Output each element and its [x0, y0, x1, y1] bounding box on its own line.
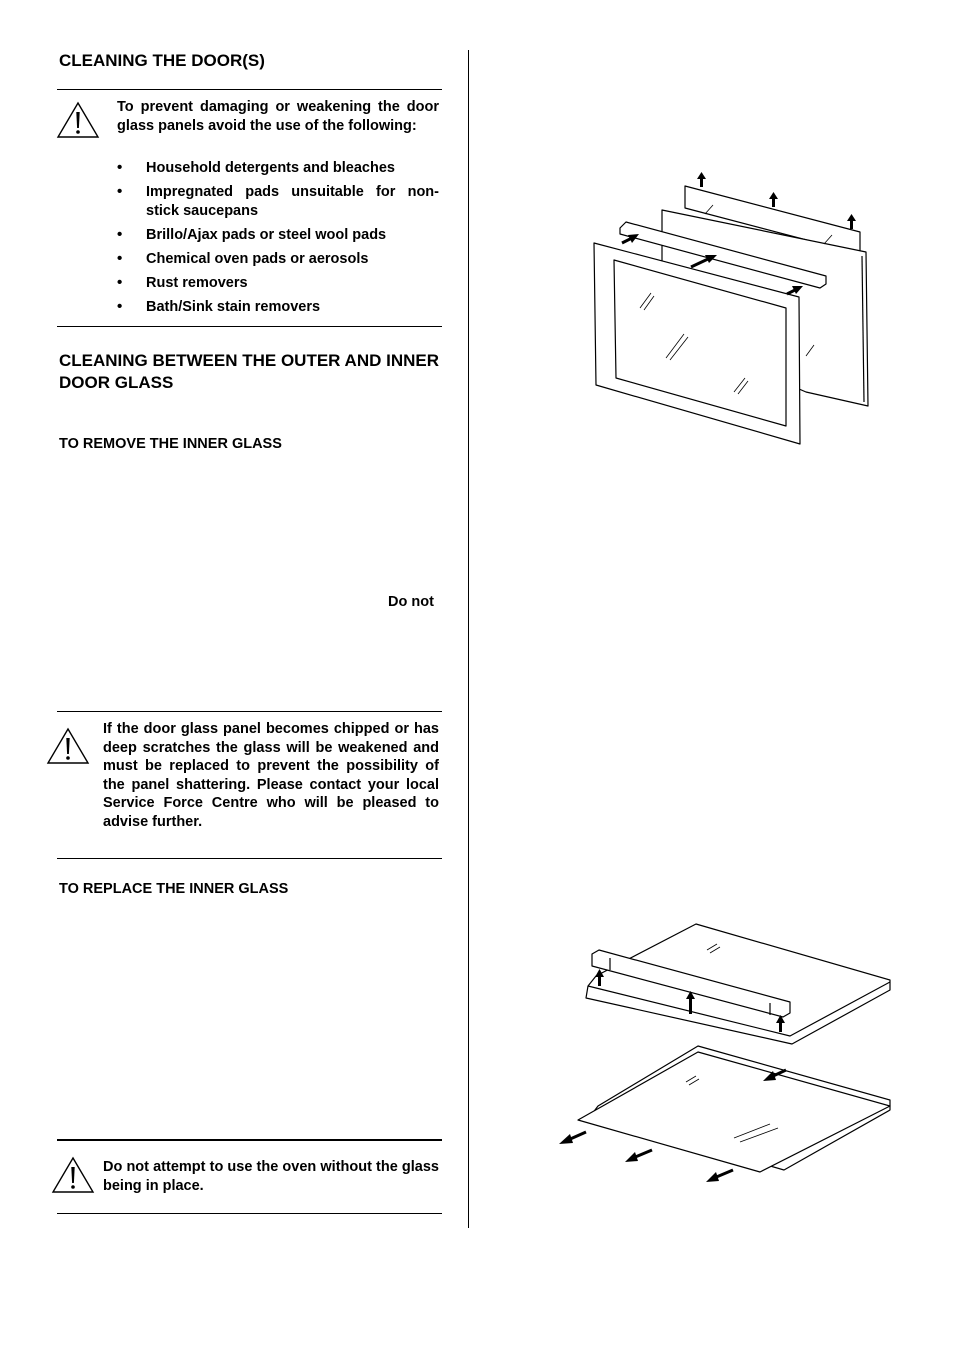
list-item: • Chemical oven pads or aerosols [117, 250, 439, 269]
divider [57, 89, 442, 90]
section-title-cleaning-between: CLEANING BETWEEN THE OUTER AND INNER DOOR GLASS [59, 351, 439, 392]
final-warning-text: Do not attempt to use the oven without the glass being in place. [103, 1159, 439, 1194]
section-title-cleaning-doors: CLEANING THE DOOR(S) [59, 51, 265, 70]
door-glass-removal-illustration [585, 170, 875, 450]
list-item: • Bath/Sink stain removers [117, 298, 439, 317]
list-item: • Brillo/Ajax pads or steel wool pads [117, 226, 439, 245]
divider [57, 1213, 442, 1214]
divider [57, 1139, 442, 1141]
divider [57, 858, 442, 859]
avoid-list [117, 159, 439, 322]
list-item: • Household detergents and bleaches [117, 159, 439, 178]
divider [57, 326, 442, 327]
warning-intro-text: To prevent damaging or weakening the door glass panels avoid the use of the following: [117, 99, 439, 134]
warning-triangle-icon [56, 101, 100, 139]
remove-glass-heading: TO REMOVE THE INNER GLASS [59, 436, 282, 452]
do-not-text: Do not [388, 594, 434, 610]
divider [57, 711, 442, 712]
list-item: • Rust removers [117, 274, 439, 293]
list-item: • Impregnated pads unsuitable for non-stick saucepans [117, 183, 439, 220]
chip-warning-text: If the door glass panel becomes chipped or has deep scratches the glass will be weakened and must be replaced to prevent the possibility of the panel shattering. Please contact your local Service Force Centre who will be pleased to advise further. [103, 721, 439, 830]
warning-triangle-icon [46, 727, 90, 765]
replace-glass-heading: TO REPLACE THE INNER GLASS [59, 881, 289, 897]
door-glass-replacement-illustration [555, 918, 895, 1188]
warning-triangle-icon [51, 1156, 95, 1194]
column-divider [468, 50, 469, 1228]
